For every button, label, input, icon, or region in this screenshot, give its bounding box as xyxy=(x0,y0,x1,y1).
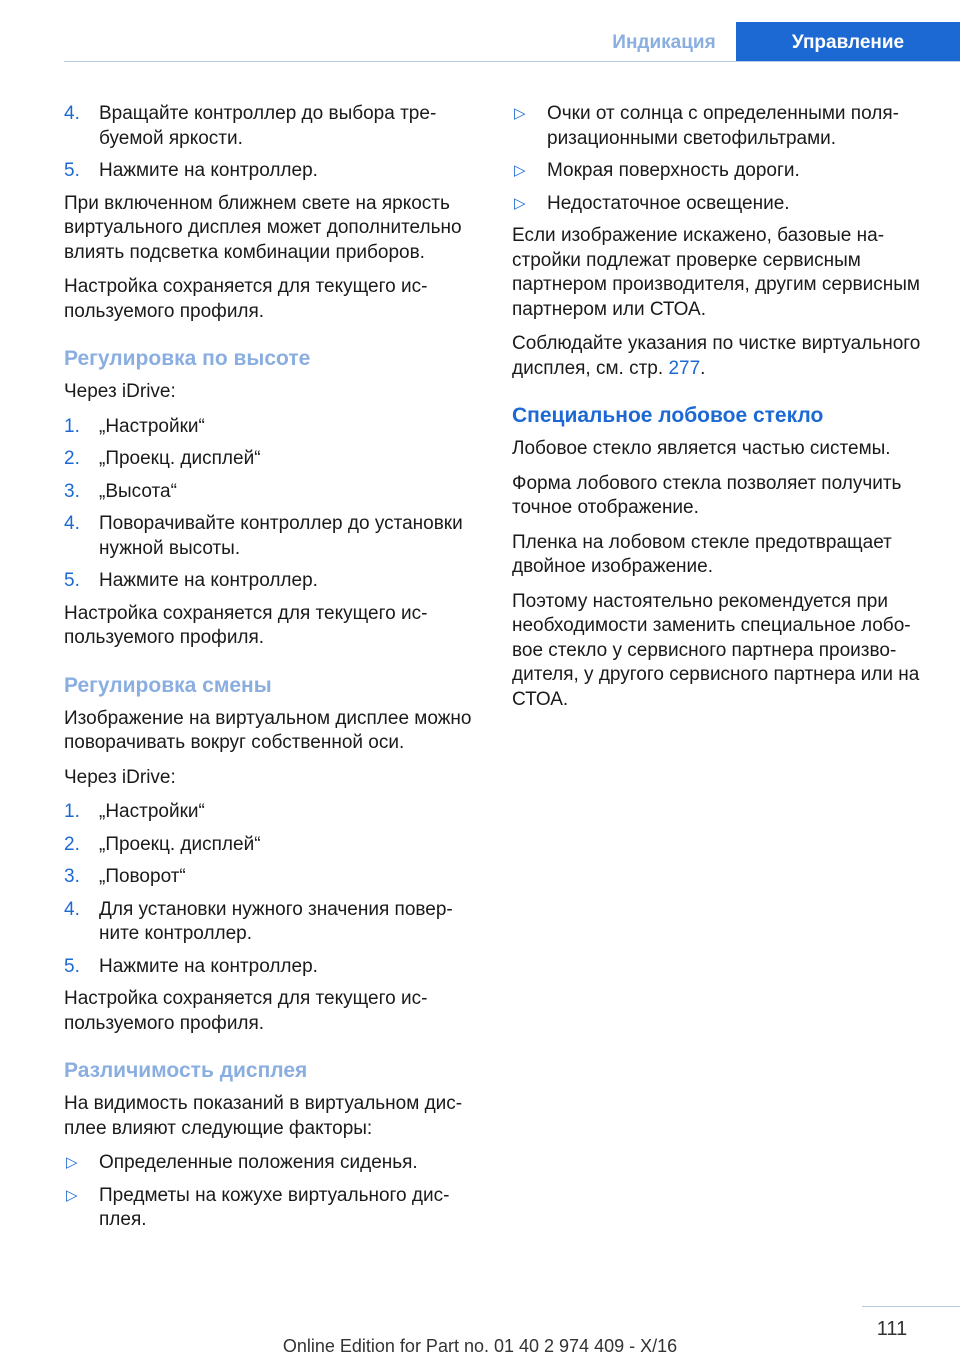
footer-rule xyxy=(862,1306,960,1307)
list-item: 5. Нажмите на контроллер. xyxy=(64,160,318,181)
page-reference-link[interactable]: 277 xyxy=(668,357,701,379)
paragraph: Пленка на лобовом стекле предотвращает двойное изображение. xyxy=(512,531,892,577)
section-heading-visibility: Различимость дисплея xyxy=(64,1059,308,1082)
list-item: ▷ Мокрая поверхность дороги. xyxy=(512,159,926,184)
page-header xyxy=(0,22,960,62)
paragraph: Если изображение искажено, базовые настройки подлежат проверке сервисным партнером производителя, другим сервисным партнером или СТОА. xyxy=(512,225,920,320)
list-item: ▷ Определенные положения сиденья. xyxy=(64,1151,484,1176)
list-item: 3. „Поворот“ xyxy=(64,866,186,887)
page-number: 111 xyxy=(876,1318,908,1340)
list-item: 2. „Проекц. дисплей“ xyxy=(64,448,261,469)
list-item: ▷ Очки от солнца с определенными поляризационными светофильтрами. xyxy=(514,103,899,149)
list-item: 3. „Высота“ xyxy=(64,480,177,502)
list-item: 4. Поворачивайте контроллер до установки нужной высоты. xyxy=(64,513,463,559)
paragraph: Форма лобового стекла позволяет получить точное отображение. xyxy=(512,472,902,518)
triangle-right-outline-icon: ▷ xyxy=(514,162,526,179)
paragraph: Настройка сохраняется для текущего используемого профиля. xyxy=(64,988,428,1034)
list-item: ▷ Предметы на кожухе виртуального дисплея. xyxy=(66,1184,450,1230)
section-heading-rotation: Регулировка смены xyxy=(64,673,272,697)
list-item: 1. „Настройки“ xyxy=(64,801,205,822)
paragraph: Лобовое стекло является частью системы. xyxy=(512,438,891,459)
list-item: 5. Нажмите на контроллер. xyxy=(64,955,318,977)
tab-controls[interactable]: Управление xyxy=(736,22,960,62)
paragraph: При включенном ближнем свете на яркость виртуального дисплея может дополнительно влиять подсветка комбинации приборов. xyxy=(64,192,462,263)
triangle-right-outline-icon: ▷ xyxy=(66,1154,78,1171)
section-heading-height: Регулировка по высоте xyxy=(64,347,311,370)
triangle-right-outline-icon: ▷ xyxy=(66,1186,78,1204)
list-item: 2. „Проекц. дисплей“ xyxy=(64,833,261,855)
list-item: ▷ Недостаточное освещение. xyxy=(512,192,926,217)
triangle-right-outline-icon: ▷ xyxy=(514,194,526,212)
paragraph: На видимость показаний в виртуальном дисплее влияют следующие факторы: xyxy=(64,1093,463,1139)
edition-footer: Online Edition for Part no. 01 40 2 974 409 - X/16 xyxy=(282,1336,678,1356)
paragraph: Настройка сохраняется для текущего используемого профиля. xyxy=(64,276,428,322)
list-item: 4. Для установки нужного значения поверните контроллер. xyxy=(64,898,453,944)
list-item: 1. „Настройки“ xyxy=(64,415,205,437)
paragraph: Поэтому настоятельно рекомендуется при необходимости заменить специальное лобовое стекло у сервисного партнера производителя, у другого сервисного партнера или на СТОА. xyxy=(512,590,920,710)
paragraph: Через iDrive: xyxy=(64,381,176,402)
paragraph: Изображение на виртуальном дисплее можно поворачивать вокруг собственной оси. xyxy=(64,707,472,753)
list-item: 4. Вращайте контроллер до выбора требуемой яркости. xyxy=(64,103,437,149)
paragraph: Через iDrive: xyxy=(64,766,176,788)
section-heading-windshield: Специальное лобовое стекло xyxy=(512,404,824,427)
right-column xyxy=(512,102,926,722)
paragraph: Настройка сохраняется для текущего используемого профиля. xyxy=(64,602,428,648)
header-rule xyxy=(64,61,960,62)
triangle-right-outline-icon: ▷ xyxy=(514,105,526,122)
paragraph: Соблюдайте указания по чистке виртуального дисплея, см. стр. 277. xyxy=(512,333,921,379)
tab-indication[interactable]: Индикация xyxy=(612,32,716,53)
list-item: 5. Нажмите на контроллер. xyxy=(64,570,318,591)
left-column xyxy=(64,102,484,1241)
